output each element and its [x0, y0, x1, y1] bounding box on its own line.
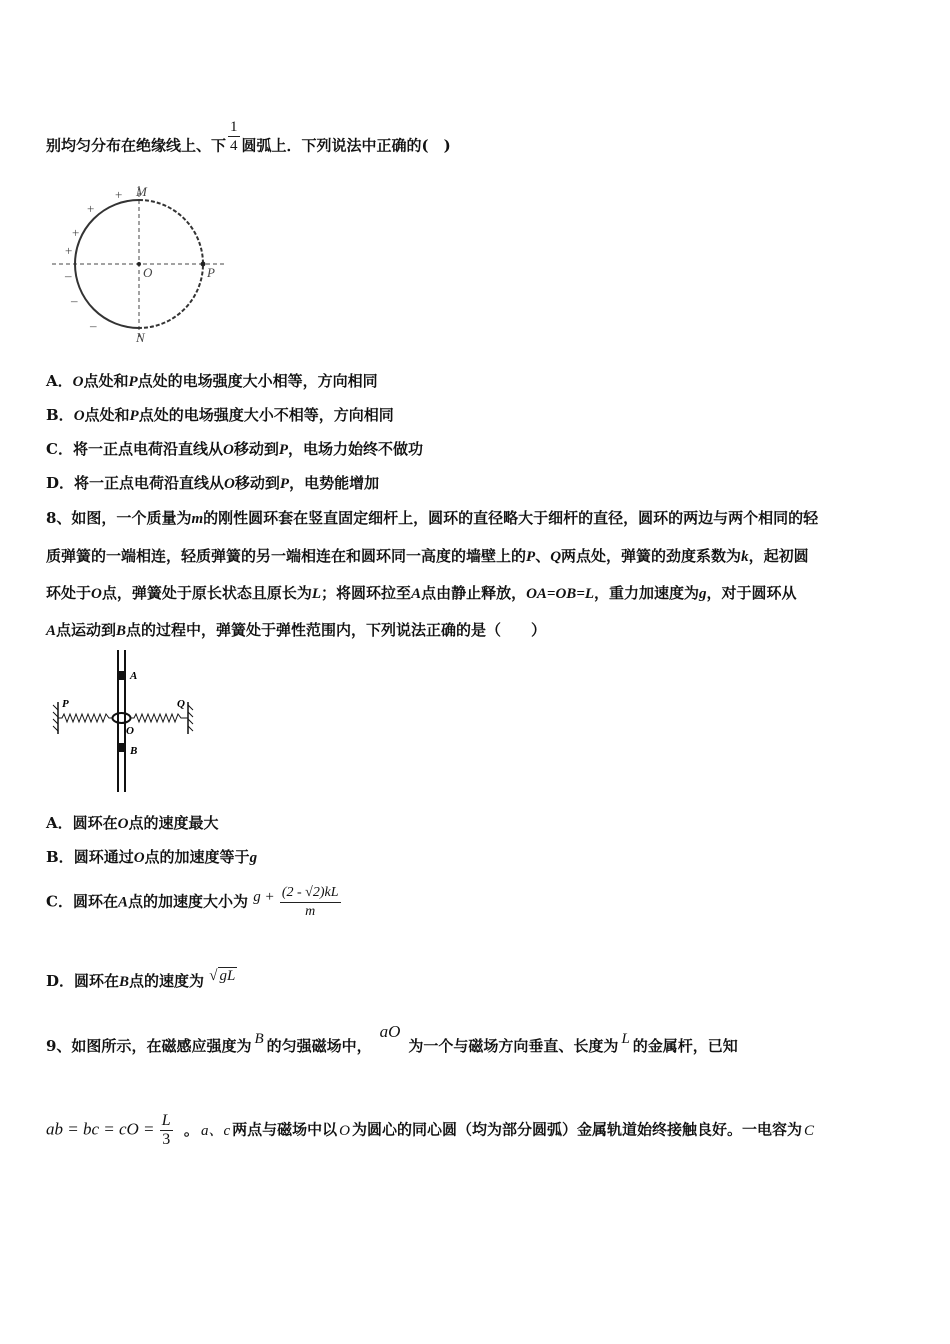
q7-circle-figure [46, 180, 236, 345]
plus-charge: + [72, 225, 80, 240]
q8-option-d: D．圆环在B点的速度为 √ gL [46, 968, 236, 990]
label-B: B [130, 745, 138, 757]
label-O: O [126, 725, 134, 737]
q8-stem-line-2: 质弹簧的一端相连，轻质弹簧的另一端相连在和圆环同一高度的墙壁上的P、Q两点处，弹簧的劲度系数为k，起初圆 [46, 547, 809, 565]
q7-option-b: B．O点处和P点处的电场强度大小不相等，方向相同 [46, 406, 394, 424]
label-M: M [136, 184, 147, 199]
q8-stem-line-4: A点运动到B点的过程中，弹簧处于弹性范围内，下列说法正确的是（ ） [46, 621, 547, 639]
q8-option-c-expr-prefix: g + [253, 888, 275, 905]
q7-option-a: A．O点处和P点处的电场强度大小相等，方向相同 [46, 372, 378, 390]
q8-option-c-fraction: $\frac{(2 - √2)kL}{m}$ [281, 885, 339, 919]
q9-equation: ab = bc = cO = [46, 1119, 155, 1139]
q8-option-c: C．圆环在A点的加速度大小为 g + $\frac{(2 - √2)kL}{m}$ [46, 885, 339, 919]
label-P: P [207, 265, 215, 280]
left-spring [58, 714, 113, 722]
minus-charge: – [65, 268, 72, 283]
q8-spring-figure [50, 650, 200, 795]
minus-charge: – [90, 318, 97, 333]
plus-charge: + [115, 187, 123, 202]
q7-frac-den: 4 [230, 138, 238, 154]
q7-stem-text-b: 圆弧上．下列说法中正确的( ) [241, 136, 451, 155]
q7-stem-text-a: 别均匀分布在绝缘线上、下 [46, 136, 227, 155]
ring [113, 713, 131, 723]
marker-A [119, 671, 124, 680]
label-N: N [136, 330, 145, 345]
q9-fraction: $\frac{L}{3}$ [161, 1112, 171, 1148]
label-Q: Q [177, 698, 185, 710]
right-spring [130, 714, 188, 722]
q8-option-a: A．圆环在O点的速度最大 [46, 814, 219, 832]
q7-option-c: C．将一正点电荷沿直线从O移动到P，电场力始终不做功 [46, 440, 424, 458]
q8-stem-line-3: 环处于O点，弹簧处于原长状态且原长为L；将圆环拉至A点由静止释放，OA=OB=L，重力加速度为g，对于圆环从 [46, 584, 797, 602]
q7-fraction [228, 118, 240, 155]
marker-B [119, 743, 124, 752]
q9-stem-line-1: 9、如图所示，在磁感应强度为 B 的匀强磁场中，aO为一个与磁场方向垂直、长度为 L 的金属杆，已知 [46, 1022, 738, 1055]
q8-option-b: B．圆环通过O点的加速度等于g [46, 848, 258, 866]
point-O [137, 262, 141, 266]
plus-charge: + [65, 243, 73, 258]
q9-stem-line-2: ab = bc = cO = $\frac{L}{3}$ 。 a、c 两点与磁场中以 O 为圆心的同心圆（均为部分圆弧）金属轨道始终接触良好。一电容为 C [46, 1112, 814, 1148]
label-O: O [143, 265, 153, 280]
point-P [201, 262, 206, 267]
label-A: A [130, 670, 138, 682]
plus-charge: + [87, 201, 95, 216]
q7-frac-num: 1 [230, 119, 238, 135]
minus-charge: – [71, 293, 78, 308]
label-P: P [62, 698, 69, 710]
q8-option-d-sqrt: √ gL [209, 968, 236, 984]
q7-option-d: D．将一正点电荷沿直线从O移动到P，电势能增加 [46, 474, 380, 492]
q7-stem [46, 119, 451, 165]
q8-stem-line-1: 8、如图，一个质量为m的刚性圆环套在竖直固定细杆上，圆环的直径略大于细杆的直径，圆环的两边与两个相同的轻 [46, 509, 819, 527]
